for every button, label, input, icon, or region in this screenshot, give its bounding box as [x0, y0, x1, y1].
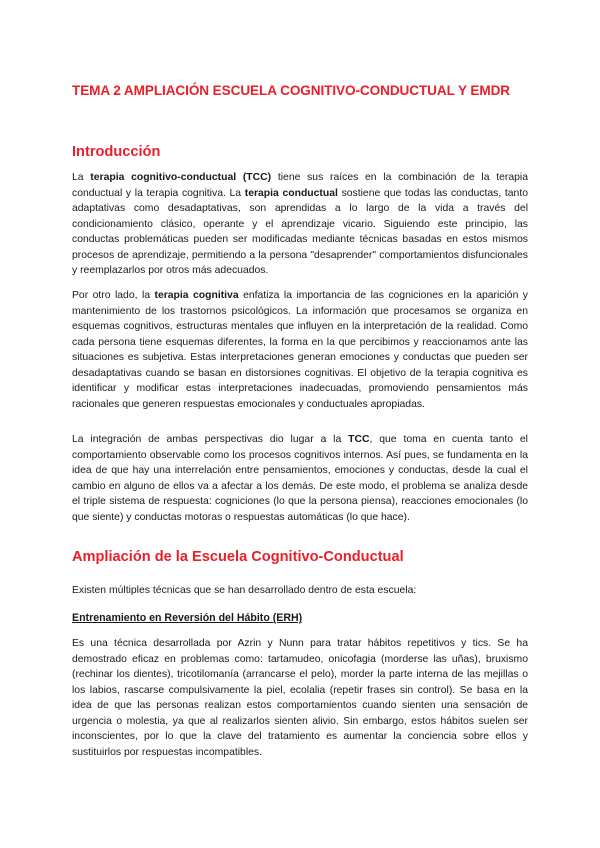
text-run: sostiene que todas las conductas, tanto adaptativas como desadaptativas, son aprendidas a lo largo de la vida a través del condicionamiento clásico, operante y el aprendizaje vicario. Siguiendo este principio, las conductas problemáticas pueden ser modificadas mediante técnicas basadas en estos mismos procesos de aprendizaje, permitiendo a la persona "desaprender" comportamientos disfuncionales y reemplazarlos por otros más adecuados.	[72, 187, 528, 276]
erh-subheading: Entrenamiento en Reversión del Hábito (ERH)	[72, 612, 303, 624]
text-run: tiene sus raíces en la combinación de la terapia conductual y la terapia cognitiva. La	[72, 172, 529, 199]
intro-paragraph-1	[72, 170, 528, 279]
text-run: enfatiza la importancia de las cogniciones en la aparición y mantenimiento de los trastornos psicológicos. La información que procesamos se organiza en esquemas cognitivos, estructuras mentales que influyen en la interpretación de la realidad. Como cada persona tiene esquemas diferentes, la forma en la que percibimos y reaccionamos ante las situaciones es subjetiva. Estas interpretaciones generan emociones y conductas que pueden ser desadaptativas cuando se basan en distorsiones cognitivas. El objetivo de la terapia cognitiva es identificar y modificar estas interpretaciones inadecuadas, promoviendo pensamientos más racionales que generen respuestas emocionales y conductuales apropiadas.	[72, 290, 528, 410]
bold-term-tcc: terapia cognitivo-conductual (TCC)	[90, 172, 272, 183]
bold-term-terapia-cognitiva: terapia cognitiva	[154, 290, 239, 301]
text-run: La integración de ambas perspectivas dio lugar a la	[72, 434, 349, 445]
bold-term-tcc-short: TCC	[348, 434, 370, 445]
ampliacion-heading: Ampliación de la Escuela Cognitivo-Conductual	[72, 549, 404, 565]
intro-paragraph-2	[72, 288, 528, 412]
document-title: TEMA 2 AMPLIACIÓN ESCUELA COGNITIVO-CONDUCTUAL Y EMDR	[72, 83, 511, 98]
text-run: Por otro lado, la	[72, 290, 155, 301]
text-run: , que toma en cuenta tanto el comportamiento observable como los procesos cognitivos internos. Así pues, se fundamenta en la idea de que hay una interrelación entre pensamientos, emociones y conductas, desde la cual el cambio en alguno de ellos va a afectar a los demás. De este modo, el problema se analiza desde el triple sistema de respuesta: cogniciones (lo que la persona piensa), reacciones emocionales (lo que siente) y conductas motoras o respuestas automáticas (lo que hace).	[72, 434, 528, 523]
ampliacion-lead: Existen múltiples técnicas que se han desarrollado dentro de esta escuela:	[72, 585, 417, 596]
text-run: La	[72, 172, 91, 183]
bold-term-terapia-conductual: terapia conductual	[244, 187, 338, 199]
intro-paragraph-3	[72, 432, 528, 525]
intro-heading: Introducción	[72, 144, 161, 160]
erh-paragraph: Es una técnica desarrollada por Azrin y Nunn para tratar hábitos repetitivos y tics. Se ha demostrado eficaz en problemas como: tartamudeo, onicofagia (morderse las uñas), bruxismo (rechinar los dientes), tricotilomanía (arrancarse el pelo), morder la parte interna de las mejillas o los labios, rascarse compulsivamente la piel, ecolalia (repetir frases sin control). Se basa en la idea de que las personas realizan estos comportamientos cuando sienten una sensación de urgencia o molestia, ya que al realizarlos sienten alivio. Sin embargo, estos hábitos suelen ser inconscientes, por lo que la clave del tratamiento es aumentar la conciencia sobre ellos y sustituirlos por respuestas incompatibles.	[72, 638, 528, 758]
